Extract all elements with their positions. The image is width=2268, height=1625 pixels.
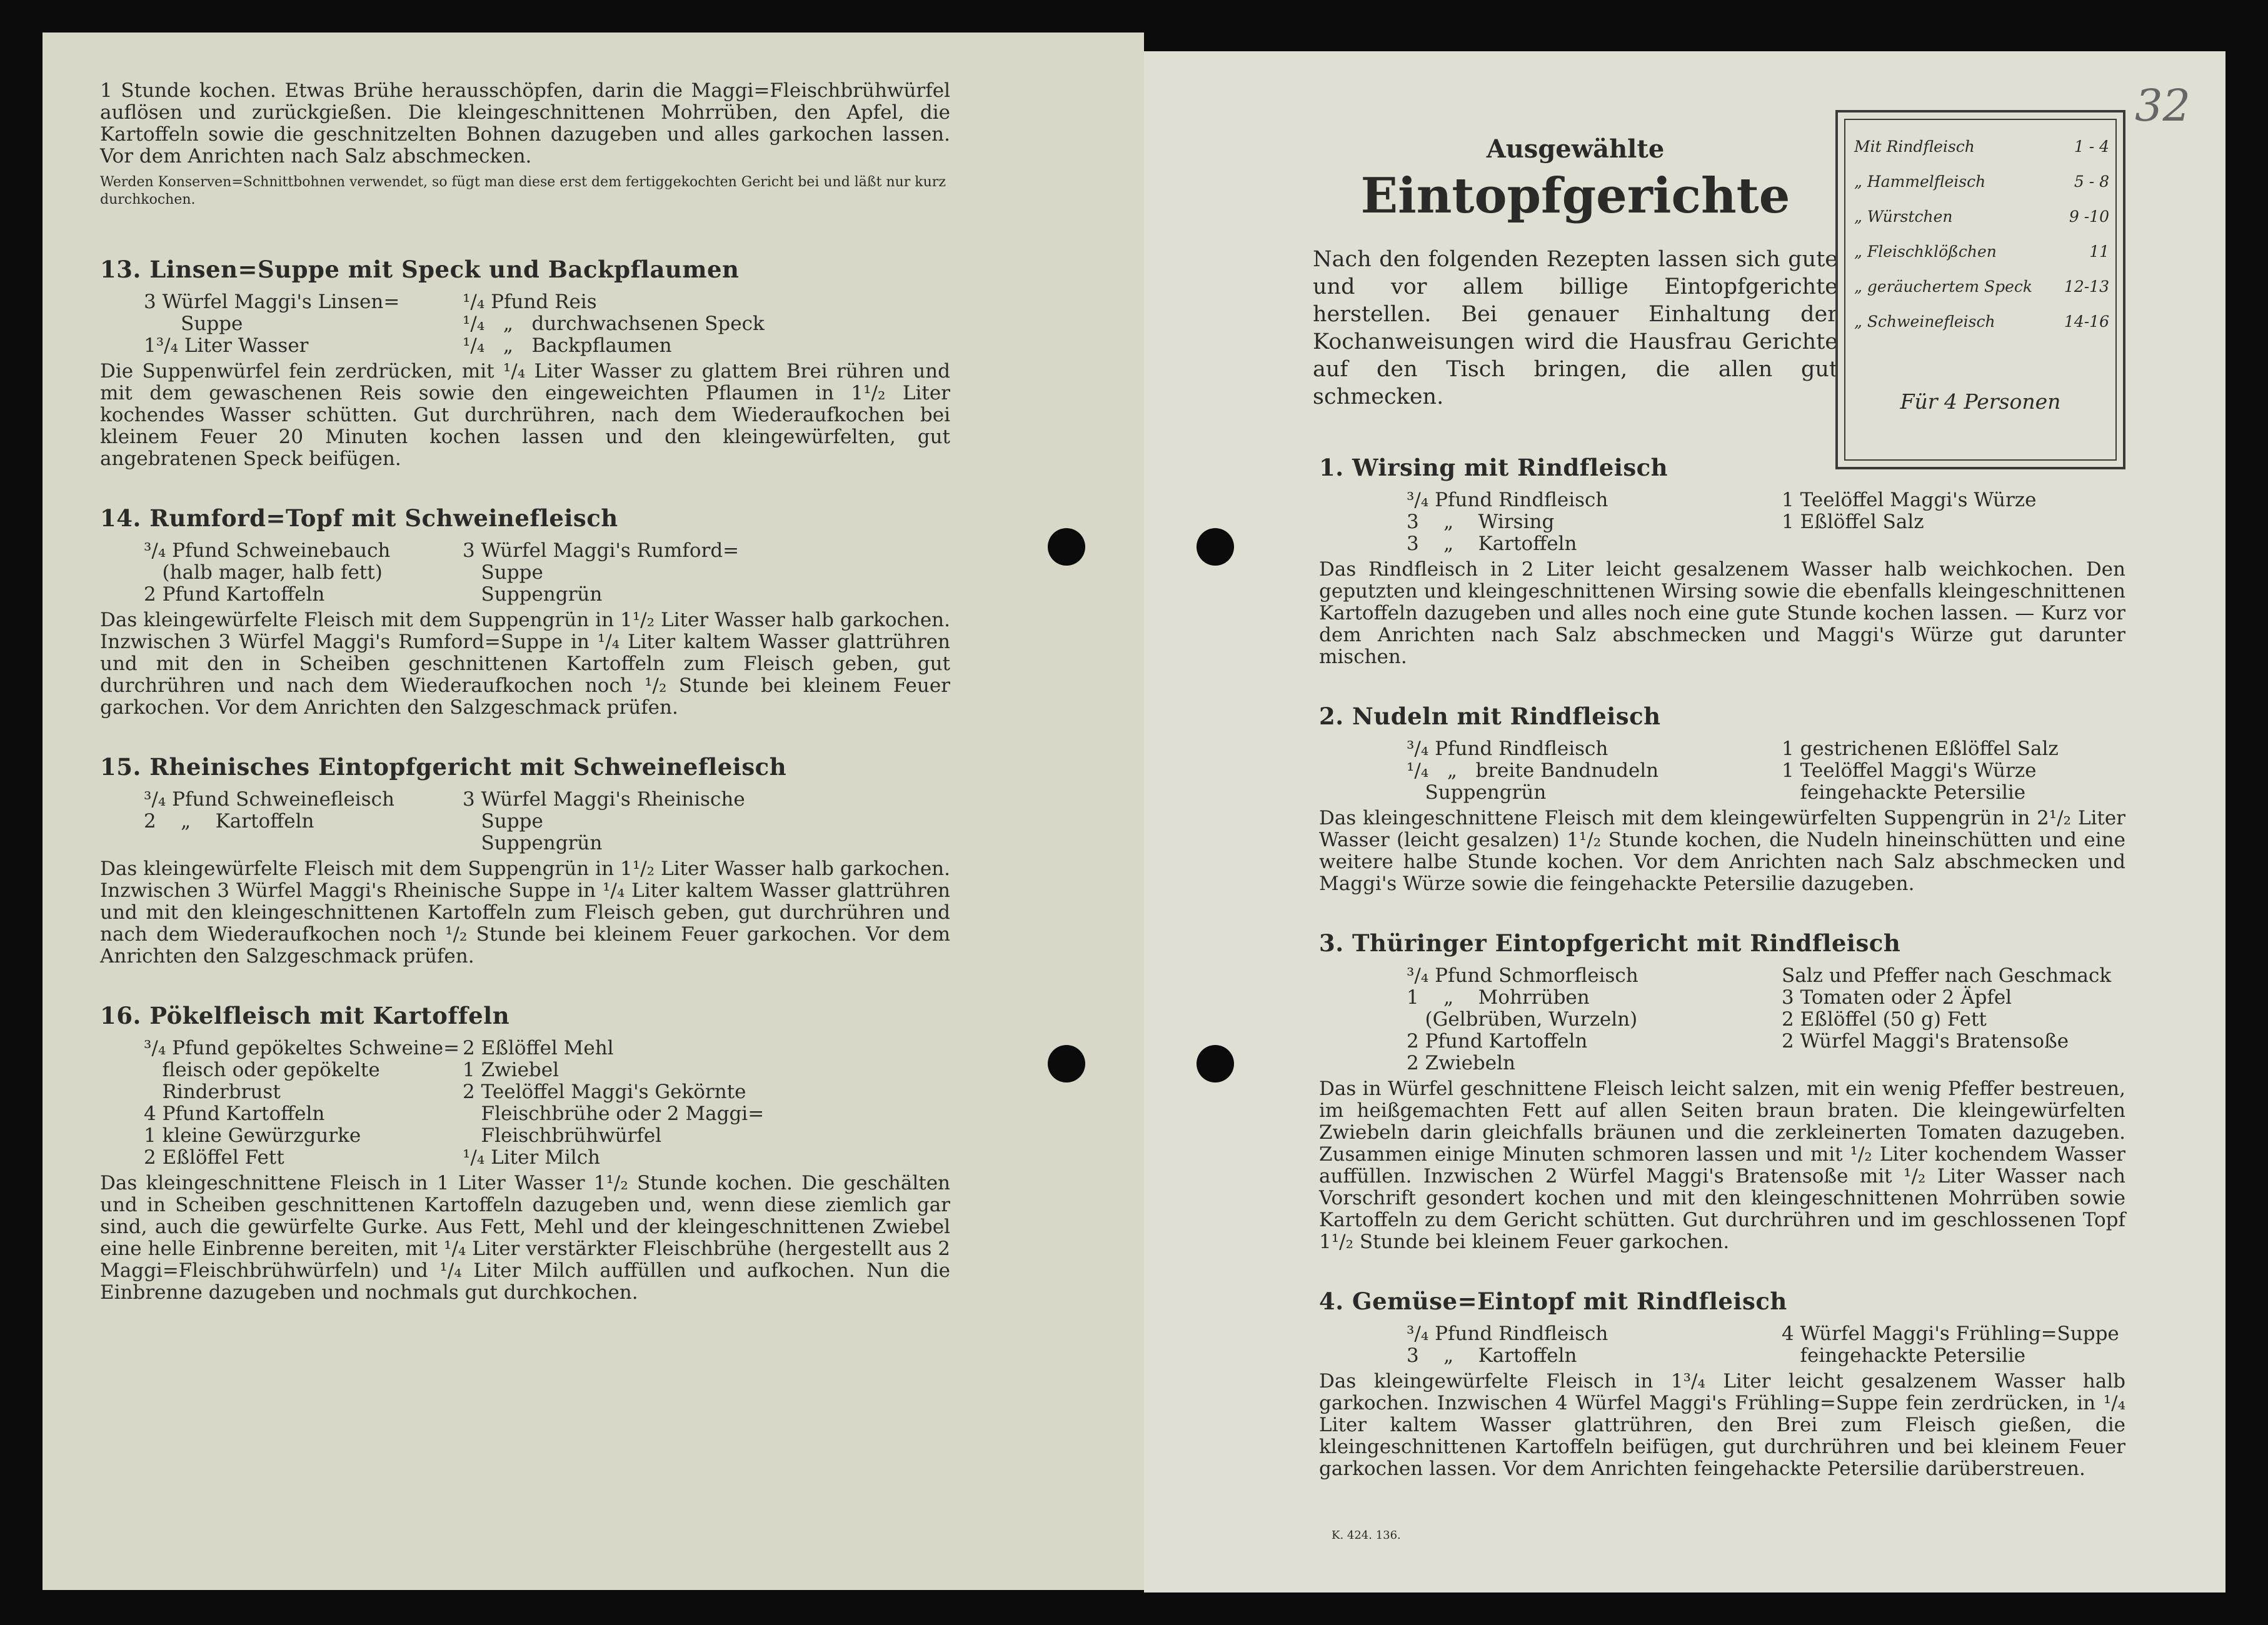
recipe-section [1319,702,2125,895]
ingredient-line: 4 Pfund Kartoffeln [144,1102,325,1125]
ingredient-line: 2 Pfund Kartoffeln [144,583,325,606]
ingredient-line: ³/₄ Pfund Schweinebauch [144,539,391,562]
ingredient-line: ³/₄ Pfund Rindfleisch [1407,738,1608,760]
recipe-section [100,504,950,719]
index-row [1854,138,2109,156]
recipe-instructions: Das kleingewürfelte Fleisch mit dem Suppengrün in 1¹/₂ Liter Wasser halb garkochen. Inzwischen 3 Würfel Maggi's Rheinische Suppe in ¹/₄ Liter kaltem Wasser glattrühren und mit den kleingeschnittenen Kartoffeln zum Fleisch geben, gut durchrühren und nach dem Wiederaufkochen noch ¹/₂ Stunde bei kleinem Feuer garkochen. Vor dem Anrichten den Salzgeschmack prüfen. [100,858,950,968]
ingredient-line: 3 Würfel Maggi's Rumford= [463,539,740,562]
index-label: „ Schweinefleisch [1854,312,1995,331]
ingredient-line: ¹/₄ „ breite Bandnudeln [1407,759,1659,782]
recipe-instructions: Das kleingewürfelte Fleisch in 1³/₄ Liter leicht gesalzenem Wasser halb garkochen. Inzwischen 4 Würfel Maggi's Frühling=Suppe fein zerdrücken, in ¹/₄ Liter kaltem Wasser glattrühren, den Brei zum Fleisch gießen, die kleingeschnittenen Kartoffeln beifügen, gut durchrühren und bei kleinem Feuer garkochen lassen. Vor dem Anrichten feingehackte Petersilie darüberstreuen. [1319,1370,2125,1480]
ingredient-line: (halb mager, halb fett) [144,561,383,584]
ingredient-line: 4 Würfel Maggi's Frühling=Suppe [1782,1322,2119,1345]
left-column [100,80,950,1338]
ingredients [144,540,950,606]
recipe-section [100,255,950,470]
index-label: „ Hammelfleisch [1854,172,1986,191]
index-label: Mit Rindfleisch [1854,138,1975,156]
ingredient-line: (Gelbrüben, Wurzeln) [1407,1008,1638,1031]
ingredient-line: 3 „ Kartoffeln [1407,1344,1577,1367]
ingredient-line: ³/₄ Pfund gepökeltes Schweine= [144,1037,460,1059]
ingredient-line: Suppe [463,561,543,584]
index-row [1854,312,2109,331]
ingredients [1407,738,2125,804]
ingredient-line: Suppe [144,312,243,335]
recipe-section [100,752,950,968]
recipe-instructions: Die Suppenwürfel fein zerdrücken, mit ¹/₄ Liter Wasser zu glattem Brei rühren und mit dem gewaschenen Reis sowie den eingeweichten Pflaumen in 1¹/₂ Liter kochendes Wasser schütten. Gut durchrühren, nach dem Wiederaufkochen bei kleinem Feuer 20 Minuten kochen lassen und den kleingewürfelten, gut angebratenen Speck beifügen. [100,360,950,470]
recipe-section [1319,1287,2125,1480]
ingredient-line: 1 gestrichenen Eßlöffel Salz [1782,738,2059,760]
index-range: 14-16 [2064,312,2109,331]
ingredient-line: ³/₄ Pfund Schweinefleisch [144,788,394,811]
index-range: 5 - 8 [2074,172,2109,191]
ingredients [144,789,950,854]
ingredient-line: ¹/₄ Pfund Reis [463,291,597,313]
recipe-title: 2. Nudeln mit Rindfleisch [1319,702,1661,730]
ingredient-line: 2 Eßlöffel Mehl [463,1037,614,1059]
ingredient-line: 1 Teelöffel Maggi's Würze [1782,759,2037,782]
recipe-section [1319,929,2125,1253]
ingredient-line: Salz und Pfeffer nach Geschmack [1782,964,2112,987]
ingredient-line: feingehackte Petersilie [1782,781,2026,804]
ingredients [1407,965,2125,1074]
ingredient-line: ³/₄ Pfund Rindfleisch [1407,489,1608,511]
ingredient-line: feingehackte Petersilie [1782,1344,2026,1367]
index-row [1854,242,2109,261]
recipe-section [1319,453,2125,668]
index-box [1835,110,2125,469]
ingredient-line: 1 Teelöffel Maggi's Würze [1782,489,2037,511]
recipe-title: 13. Linsen=Suppe mit Speck und Backpflaumen [100,256,740,283]
ingredient-line: 3 „ Kartoffeln [1407,532,1577,555]
ingredient-line: 1 kleine Gewürzgurke [144,1124,361,1147]
ingredients [144,291,950,357]
recipe-instructions: Das kleingewürfelte Fleisch mit dem Suppengrün in 1¹/₂ Liter Wasser halb garkochen. Inzwischen 3 Würfel Maggi's Rumford=Suppe in ¹/₄ Liter kaltem Wasser glattrühren und mit den in Scheiben geschnittenen Kartoffeln zum Fleisch geben, gut durchrühren und nach dem Wiederaufkochen noch ¹/₂ Stunde bei kleinem Feuer garkochen. Vor dem Anrichten den Salzgeschmack prüfen. [100,609,950,719]
ingredient-line: Suppengrün [1407,781,1547,804]
recipe-instructions: Das Rindfleisch in 2 Liter leicht gesalzenem Wasser halb weichkochen. Den geputzten und kleingeschnittenen Wirsing sowie die ebenfalls kleingeschnittenen Kartoffeln dazugeben und alles noch eine gute Stunde kochen lassen. — Kurz vor dem Anrichten nach Salz abschmecken und Maggi's Würze gut darunter mischen. [1319,558,2125,668]
recipe-title: 1. Wirsing mit Rindfleisch [1319,454,1668,481]
index-row [1854,208,2109,226]
punch-hole [1048,528,1085,566]
recipe-instructions: Das in Würfel geschnittene Fleisch leicht salzen, mit ein wenig Pfeffer bestreuen, im heißgemachten Fett auf allen Seiten braun braten. Die kleingewürfelten Zwiebeln darin gleichfalls bräunen und die zerkleinerten Tomaten dazugeben. Zusammen einige Minuten schmoren lassen und mit ¹/₂ Liter kochendem Wasser auffüllen. Inzwischen 2 Würfel Maggi's Bratensoße mit ¹/₂ Liter Wasser nach Vorschrift gesondert kochen und mit den kleingeschnittenen Mohrrüben sowie Kartoffeln zu dem Gericht schütten. Gut durchrühren und im geschlossenen Topf 1¹/₂ Stunde bei kleinem Feuer garkochen. [1319,1078,2125,1253]
ingredient-line: Rinderbrust [144,1081,281,1103]
index-range: 1 - 4 [2074,138,2109,156]
ingredient-line: 1 Zwiebel [463,1059,559,1081]
ingredient-line: Fleischbrühwürfel [463,1124,662,1147]
title-block [1313,134,1838,411]
ingredient-line: 2 Teelöffel Maggi's Gekörnte [463,1081,746,1103]
ingredient-line: 3 Tomaten oder 2 Äpfel [1782,986,2012,1009]
kicker: Ausgewählte [1486,134,1665,164]
ingredient-line: 2 Pfund Kartoffeln [1407,1030,1588,1052]
index-row [1854,172,2109,191]
recipe-instructions: Das kleingeschnittene Fleisch in 1 Liter Wasser 1¹/₂ Stunde kochen. Die geschälten und in Scheiben geschnittenen Kartoffeln dazugeben und, wenn diese ziemlich gar sind, auch die gewürfelte Gurke. Aus Fett, Mehl und der kleingeschnittenen Zwiebel eine helle Einbrenne bereiten, mit ¹/₄ Liter verstärkter Fleischbrühe (hergestellt aus 2 Maggi=Fleischbrühwürfeln) und ¹/₄ Liter Milch auffüllen und aufkochen. Nun die Einbrenne dazugeben und nochmals gut durchkochen. [100,1172,950,1304]
note-text: Werden Konserven=Schnittbohnen verwendet, so fügt man diese erst dem fertiggekochten Gericht bei und läßt nur kurz durchkochen. [100,174,946,208]
ingredient-line: 3 „ Wirsing [1407,511,1555,533]
index-row [1854,278,2109,296]
ingredient-line: fleisch oder gepökelte [144,1059,380,1081]
ingredient-line: ³/₄ Pfund Schmorfleisch [1407,964,1638,987]
recipe-title: 3. Thüringer Eintopfgericht mit Rindfleisch [1319,929,1901,957]
ingredient-line: ³/₄ Pfund Rindfleisch [1407,1322,1608,1345]
ingredient-line: 2 Eßlöffel (50 g) Fett [1782,1008,1987,1031]
ingredient-line: ¹/₄ Liter Milch [463,1146,601,1169]
handwritten-number: 32 [2135,80,2191,131]
ingredient-line: 2 Zwiebeln [1407,1052,1515,1074]
ingredient-line: 1³/₄ Liter Wasser [144,334,309,357]
intro-text: Nach den folgenden Rezepten lassen sich gute und vor allem billige Eintopfgerichte herstellen. Bei genauer Einhaltung der Kochanweisungen wird die Hausfrau Gerichte auf den Tisch bringen, die allen gut schmecken. [1313,247,1838,409]
ingredient-line: Fleischbrühe oder 2 Maggi= [463,1102,765,1125]
ingredient-line: ¹/₄ „ durchwachsenen Speck [463,312,765,335]
print-code: K. 424. 136. [1332,1529,1401,1542]
ingredient-line: Suppengrün [463,583,603,606]
index-label: „ Würstchen [1854,208,1953,226]
ingredient-line: Suppengrün [463,832,603,854]
index-label: „ geräuchertem Speck [1854,278,2033,296]
ingredient-line: 3 Würfel Maggi's Linsen= [144,291,400,313]
index-range: 12-13 [2064,278,2109,296]
recipe-title: 4. Gemüse=Eintopf mit Rindfleisch [1319,1288,1787,1315]
ingredient-line: 1 Eßlöffel Salz [1782,511,1924,533]
recipe-instructions: Das kleingeschnittene Fleisch mit dem kleingewürfelten Suppengrün in 2¹/₂ Liter Wasser (leicht gesalzen) 1¹/₂ Stunde kochen, die Nudeln hineinschütten und eine weitere halbe Stunde kochen. Vor dem Anrichten nach Salz abschmecken und Maggi's Würze sowie die feingehackte Petersilie dazugeben. [1319,807,2125,895]
ingredients [1407,1323,2125,1367]
punch-hole [1048,1045,1085,1082]
ingredient-line: 2 Eßlöffel Fett [144,1146,284,1169]
punch-hole [1197,528,1234,566]
ingredient-line: 2 Würfel Maggi's Bratensoße [1782,1030,2069,1052]
ingredient-line: Suppe [463,810,543,832]
recipe-section [100,1001,950,1304]
recipe-title: 16. Pökelfleisch mit Kartoffeln [100,1002,510,1029]
ingredient-line: 3 Würfel Maggi's Rheinische [463,788,745,811]
index-label: „ Fleischklößchen [1854,242,1997,261]
main-title: Eintopfgerichte [1360,168,1790,224]
ingredients [1407,489,2125,555]
recipe-title: 14. Rumford=Topf mit Schweinefleisch [100,504,618,532]
index-range: 9 -10 [2069,208,2109,226]
recipe-title: 15. Rheinisches Eintopfgericht mit Schweinefleisch [100,753,787,781]
ingredient-line: ¹/₄ „ Backpflaumen [463,334,672,357]
servings: Für 4 Personen [1900,389,2061,414]
continuation-text: 1 Stunde kochen. Etwas Brühe herausschöpfen, darin die Maggi=Fleischbrühwürfel auflösen und zurückgießen. Die kleingeschnittenen Mohrrüben, den Apfel, die Kartoffeln sowie die geschnitzelten Bohnen dazugeben und alles garkochen lassen. Vor dem Anrichten nach Salz abschmecken. [100,79,950,168]
punch-hole [1197,1045,1234,1082]
ingredient-line: 2 „ Kartoffeln [144,810,314,832]
ingredients [144,1038,950,1169]
right-column [1319,453,2125,1514]
index-range: 11 [2089,242,2109,261]
ingredient-line: 1 „ Mohrrüben [1407,986,1590,1009]
